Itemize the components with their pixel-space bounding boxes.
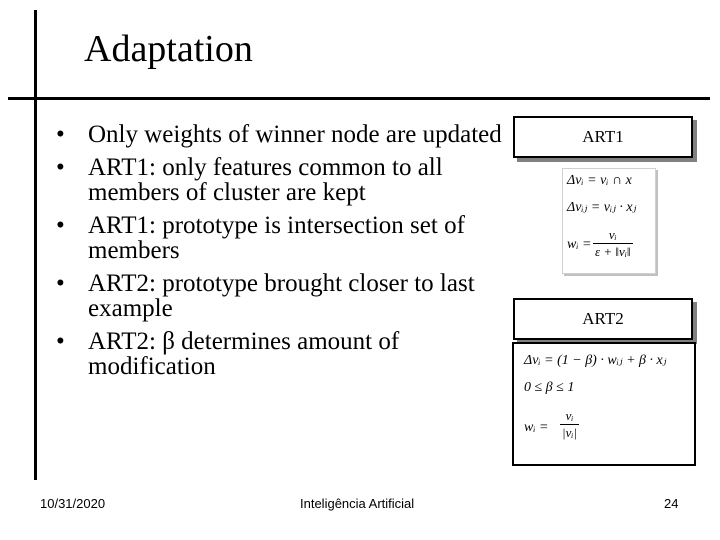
horizontal-rule	[8, 97, 710, 100]
slide-title: Adaptation	[84, 28, 253, 70]
bullet-list	[52, 122, 502, 387]
art2-label-box: ART2	[513, 298, 693, 340]
vertical-rule	[34, 10, 37, 480]
bullet-text: ART2: prototype brought closer to last example	[88, 270, 475, 322]
art1-formula-line2: Δvᵢⱼ = vᵢⱼ · xⱼ	[567, 200, 637, 215]
art2-fraction-numerator: vᵢ	[560, 408, 579, 425]
bullet-text: ART1: prototype is intersection set of members	[88, 212, 465, 264]
art1-formula-w-lhs: wᵢ =	[567, 237, 592, 252]
bullet-item	[52, 271, 502, 321]
bullet-dot-icon: •	[56, 154, 65, 181]
bullet-dot-icon: •	[56, 121, 65, 148]
bullet-item	[52, 329, 502, 379]
art1-formula-box	[562, 168, 656, 274]
footer-date: 10/31/2020	[40, 496, 106, 511]
bullet-dot-icon: •	[56, 212, 65, 239]
bullet-item	[52, 213, 502, 263]
bullet-item	[52, 122, 502, 147]
art1-formula-line1: Δvᵢ = vᵢ ∩ x	[567, 173, 632, 188]
bullet-text: ART2: β determines amount of modification	[88, 328, 400, 380]
art1-formula-fraction	[593, 227, 633, 260]
art1-label-box: ART1	[513, 116, 693, 158]
art2-fraction-denominator: |vᵢ|	[562, 425, 577, 440]
bullet-text: ART1: only features common to all members of cluster are kept	[88, 154, 443, 206]
art2-formula-w-lhs: wᵢ =	[524, 420, 549, 435]
bullet-dot-icon: •	[56, 270, 65, 297]
bullet-text: Only weights of winner node are updated	[88, 121, 502, 148]
art2-formula-line1: Δvᵢ = (1 − β) · wᵢⱼ + β · xⱼ	[524, 353, 667, 368]
bullet-dot-icon: •	[56, 328, 65, 355]
art2-formula-line2: 0 ≤ β ≤ 1	[524, 380, 575, 395]
bullet-item	[52, 155, 502, 205]
art1-fraction-numerator: vᵢ	[593, 227, 633, 244]
footer-course: Inteligência Artificial	[300, 496, 415, 511]
art2-formula-box	[512, 342, 696, 466]
footer-page-number: 24	[664, 496, 679, 511]
art2-formula-fraction	[560, 408, 579, 441]
art1-fraction-denominator: ε + ‖vᵢ‖	[595, 244, 631, 259]
